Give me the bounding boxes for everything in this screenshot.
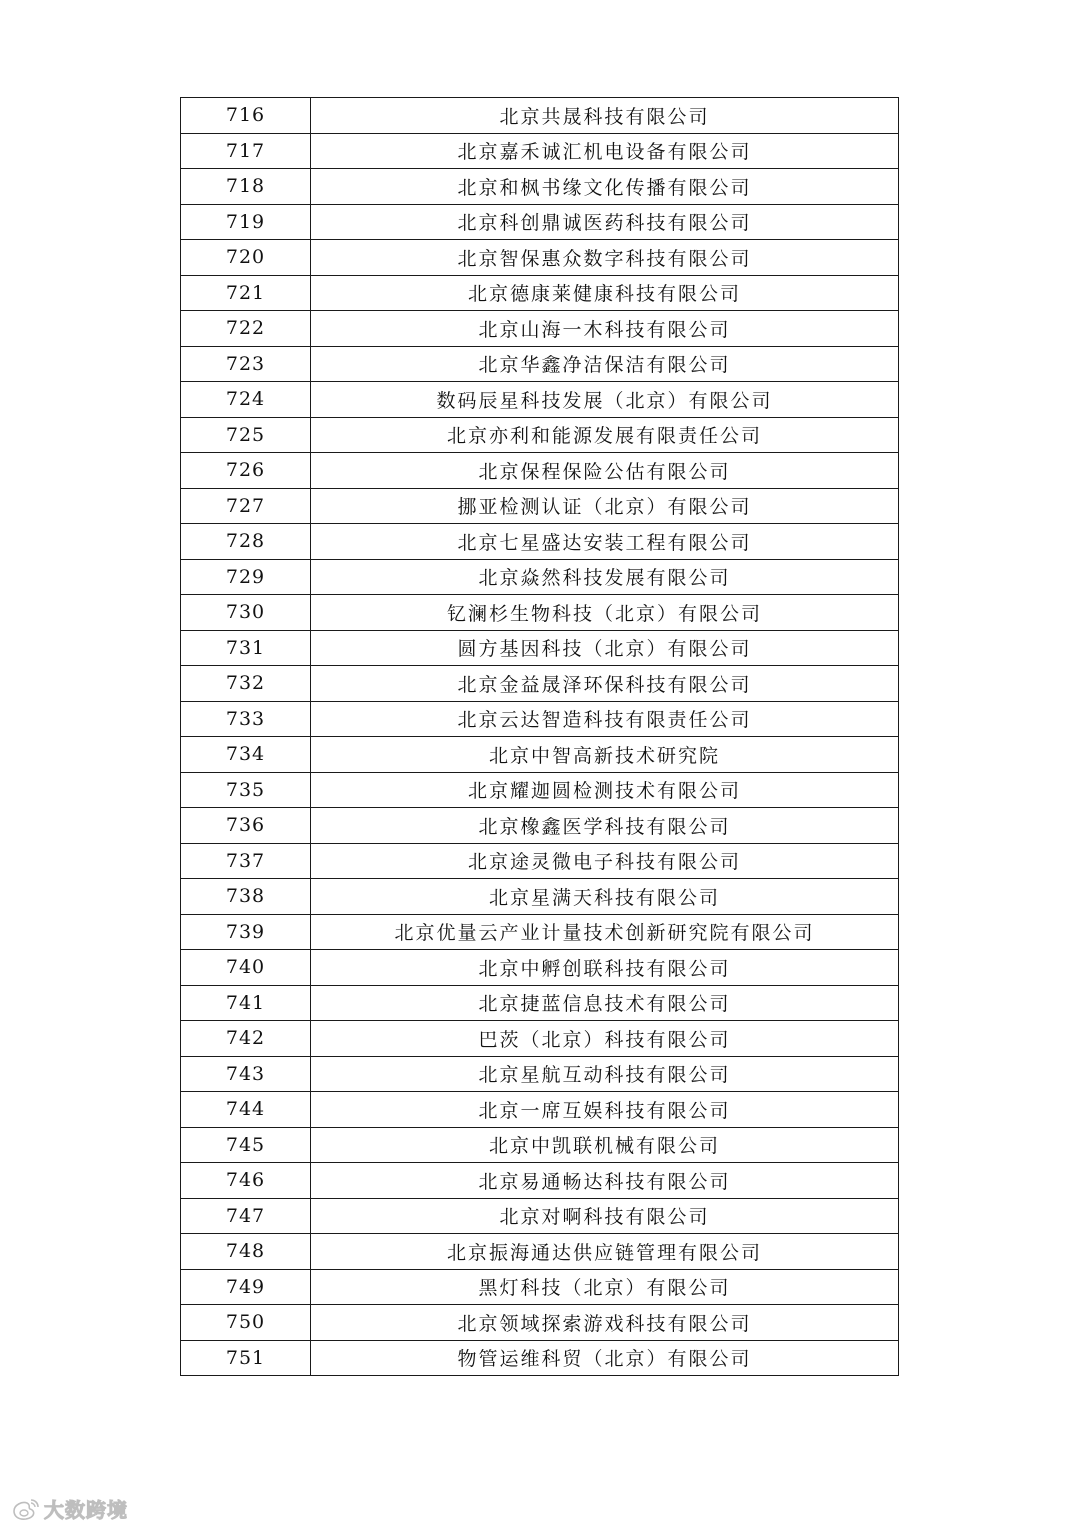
table-row [181,701,899,737]
watermark [10,1494,128,1523]
table-row [181,169,899,205]
row-number-cell: 724 [181,382,311,418]
table-row [181,985,899,1021]
row-number-cell: 727 [181,488,311,524]
row-number-cell: 747 [181,1198,311,1234]
row-number-cell: 744 [181,1092,311,1128]
company-list-table [180,97,899,1376]
row-number-cell: 716 [181,98,311,134]
company-name-cell: 北京焱然科技发展有限公司 [311,559,899,595]
table-row [181,595,899,631]
table-row [181,559,899,595]
table-row [181,630,899,666]
table-row [181,1092,899,1128]
company-name-cell: 北京金益晟泽环保科技有限公司 [311,666,899,702]
row-number-cell: 746 [181,1163,311,1199]
company-name-cell: 北京华鑫净洁保洁有限公司 [311,346,899,382]
company-name-cell: 北京嘉禾诚汇机电设备有限公司 [311,133,899,169]
company-name-cell: 黑灯科技（北京）有限公司 [311,1269,899,1305]
company-name-cell: 钇澜杉生物科技（北京）有限公司 [311,595,899,631]
company-name-cell: 北京捷蓝信息技术有限公司 [311,985,899,1021]
company-name-cell: 北京共晟科技有限公司 [311,98,899,134]
company-name-cell: 巴茨（北京）科技有限公司 [311,1021,899,1057]
row-number-cell: 725 [181,417,311,453]
table-row [181,1163,899,1199]
row-number-cell: 736 [181,808,311,844]
company-name-cell: 北京橡鑫医学科技有限公司 [311,808,899,844]
row-number-cell: 742 [181,1021,311,1057]
company-name-cell: 北京一席互娱科技有限公司 [311,1092,899,1128]
company-name-cell: 圆方基因科技（北京）有限公司 [311,630,899,666]
row-number-cell: 735 [181,772,311,808]
row-number-cell: 722 [181,311,311,347]
company-name-cell: 数码辰星科技发展（北京）有限公司 [311,382,899,418]
row-number-cell: 737 [181,843,311,879]
row-number-cell: 751 [181,1340,311,1376]
table-row [181,240,899,276]
company-name-cell: 北京领域探索游戏科技有限公司 [311,1305,899,1341]
company-name-cell: 北京德康莱健康科技有限公司 [311,275,899,311]
table-row [181,950,899,986]
company-name-cell: 北京七星盛达安装工程有限公司 [311,524,899,560]
row-number-cell: 720 [181,240,311,276]
company-name-cell: 北京振海通达供应链管理有限公司 [311,1234,899,1270]
company-name-cell: 北京耀迦圆检测技术有限公司 [311,772,899,808]
company-name-cell: 物管运维科贸（北京）有限公司 [311,1340,899,1376]
row-number-cell: 719 [181,204,311,240]
row-number-cell: 728 [181,524,311,560]
table-row [181,1198,899,1234]
row-number-cell: 748 [181,1234,311,1270]
table-row [181,808,899,844]
table-row [181,914,899,950]
watermark-text: 大数跨境 [44,1498,128,1522]
company-name-cell: 北京云达智造科技有限责任公司 [311,701,899,737]
row-number-cell: 718 [181,169,311,205]
company-name-cell: 北京中孵创联科技有限公司 [311,950,899,986]
row-number-cell: 745 [181,1127,311,1163]
table-row [181,133,899,169]
row-number-cell: 741 [181,985,311,1021]
company-name-cell: 北京中智高新技术研究院 [311,737,899,773]
table-row [181,98,899,134]
table-row [181,1269,899,1305]
row-number-cell: 743 [181,1056,311,1092]
table-row [181,417,899,453]
company-name-cell: 北京中凯联机械有限公司 [311,1127,899,1163]
table-row [181,772,899,808]
company-name-cell: 北京对啊科技有限公司 [311,1198,899,1234]
row-number-cell: 740 [181,950,311,986]
table-row [181,346,899,382]
table-row [181,666,899,702]
table-row [181,879,899,915]
company-name-cell: 北京优量云产业计量技术创新研究院有限公司 [311,914,899,950]
table-row [181,382,899,418]
company-name-cell: 北京亦利和能源发展有限责任公司 [311,417,899,453]
table-row [181,488,899,524]
row-number-cell: 723 [181,346,311,382]
table-row [181,1056,899,1092]
row-number-cell: 717 [181,133,311,169]
row-number-cell: 738 [181,879,311,915]
company-name-cell: 北京和枫书缘文化传播有限公司 [311,169,899,205]
company-name-cell: 北京易通畅达科技有限公司 [311,1163,899,1199]
row-number-cell: 731 [181,630,311,666]
company-name-cell: 北京智保惠众数字科技有限公司 [311,240,899,276]
row-number-cell: 726 [181,453,311,489]
row-number-cell: 732 [181,666,311,702]
row-number-cell: 734 [181,737,311,773]
company-name-cell: 北京途灵微电子科技有限公司 [311,843,899,879]
row-number-cell: 739 [181,914,311,950]
row-number-cell: 733 [181,701,311,737]
table-row [181,1234,899,1270]
table-row [181,311,899,347]
row-number-cell: 721 [181,275,311,311]
weibo-logo-icon [10,1497,40,1521]
table-row [181,1127,899,1163]
company-name-cell: 北京星航互动科技有限公司 [311,1056,899,1092]
row-number-cell: 749 [181,1269,311,1305]
table-row [181,843,899,879]
row-number-cell: 750 [181,1305,311,1341]
company-name-cell: 北京科创鼎诚医药科技有限公司 [311,204,899,240]
company-list-body [181,98,899,1376]
company-name-cell: 北京星满天科技有限公司 [311,879,899,915]
company-name-cell: 北京山海一木科技有限公司 [311,311,899,347]
company-name-cell: 挪亚检测认证（北京）有限公司 [311,488,899,524]
table-row [181,524,899,560]
table-row [181,275,899,311]
table-row [181,737,899,773]
table-row [181,1021,899,1057]
table-row [181,204,899,240]
table-row [181,453,899,489]
table-row [181,1340,899,1376]
table-row [181,1305,899,1341]
row-number-cell: 729 [181,559,311,595]
company-name-cell: 北京保程保险公估有限公司 [311,453,899,489]
row-number-cell: 730 [181,595,311,631]
